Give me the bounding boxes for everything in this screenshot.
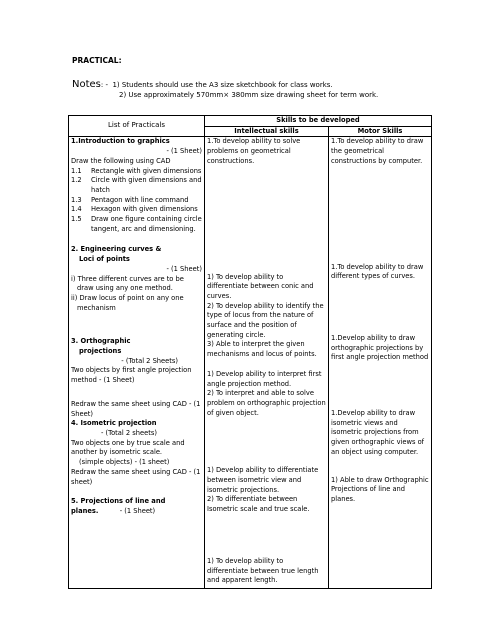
p3-sheet: - (Total 2 Sheets): [121, 356, 178, 365]
p1-motor: 1.To develop ability to draw the geometrical constructions by computer.: [331, 137, 424, 165]
p4-intellectual: 1) Develop ability to differentiate between isometric view and isometric projections.: [207, 466, 319, 494]
p1-sheet: - (1 Sheet): [166, 147, 202, 156]
p1-item: 1.1 Rectangle with given dimensions: [71, 166, 202, 175]
p1-intro: Draw the following using CAD: [71, 156, 171, 165]
intellectual-skills-cell: [205, 137, 329, 589]
p4-title: 4. Isometric projection: [71, 419, 157, 428]
practicals-list-cell: [69, 137, 205, 589]
p1-title: 1.Introduction to graphics: [71, 137, 170, 146]
col-header-intellectual: Intellectual skills: [205, 126, 329, 137]
p4-sheet: - (Total 2 sheets): [101, 428, 157, 437]
p3-text: Two objects by first angle projection method - (1 Sheet): [71, 366, 192, 385]
p4-text-1: Two objects one by true scale and another by isometric scale.: [71, 438, 185, 457]
p2-motor: 1.To develop ability to draw different types of curves.: [331, 262, 424, 281]
p1-item: 1.3 Pentagon with line command: [71, 195, 189, 204]
p1-intellectual: 1.To develop ability to solve problems on geometrical constructions.: [207, 137, 301, 165]
p5-intellectual: 1) To develop ability to differentiate between true length and apparent length.: [207, 556, 319, 585]
p4-motor: 1.Develop ability to draw isometric views and isometric projections from given orthographic views of an object using computer.: [331, 409, 425, 456]
col-header-skills: Skills to be developed: [205, 116, 432, 127]
p5-title-2: planes.: [71, 506, 99, 515]
p2-intellectual: 3) Able to interpret the given mechanisms and locus of points.: [207, 340, 317, 359]
p2-intellectual: 2) To develop ability to identify the type of locus from the nature of surface and the position of generating circle.: [207, 301, 324, 339]
p5-sheet: - (1 Sheet): [119, 506, 156, 515]
p3-title-1: 3. Orthographic: [71, 337, 131, 346]
p2-title-1: 2. Engineering curves &: [71, 245, 162, 254]
p4-intellectual: 2) To differentiate between Isometric scale and true scale.: [207, 495, 310, 514]
p2-item-ii: ii) Draw locus of point on any one mechanism: [71, 293, 184, 312]
practicals-table: [68, 115, 432, 589]
p4-text-3: Redraw the same sheet using CAD - (1 sheet): [71, 467, 201, 486]
col-header-list: List of Practicals: [69, 116, 205, 137]
p3-redraw: Redraw the same sheet using CAD - (1 Sheet): [71, 399, 201, 418]
p1-item: 1.2 Circle with given dimensions and hatch: [71, 176, 202, 194]
p1-item: 1.4 Hexagon with given dimensions: [71, 205, 198, 214]
p3-title-2: projections: [79, 347, 122, 356]
p2-intellectual: 1) To develop ability to differentiate between conic and curves.: [207, 272, 314, 300]
col-header-motor: Motor Skills: [329, 126, 432, 137]
note-2: 2) Use approximately 570mm× 380mm size drawing sheet for term work.: [119, 91, 379, 99]
p1-item: 1.5 Draw one figure containing circle tangent, arc and dimensioning.: [71, 215, 202, 233]
practical-heading: PRACTICAL:: [72, 56, 122, 65]
p2-title-2: Loci of points: [79, 255, 130, 264]
p3-intellectual: 1) Develop ability to interpret first angle projection method.: [207, 369, 322, 388]
p4-text-2: (simple objects) - (1 sheet): [79, 458, 170, 467]
notes-separator: : -: [100, 81, 108, 89]
p5-title-1: 5. Projections of line and: [71, 497, 166, 506]
notes-label: Notes: [72, 79, 101, 90]
motor-skills-cell: [329, 137, 432, 589]
p3-intellectual: 2) To interpret and able to solve problem on orthographic projection of given object.: [207, 389, 326, 417]
p3-motor: 1.Develop ability to draw orthographic projections by first angle projection method: [331, 333, 429, 362]
p2-item-i: i) Three different curves are to be draw using any one method.: [71, 274, 184, 293]
note-1: 1) Students should use the A3 size sketchbook for class works.: [112, 81, 333, 89]
p5-motor: 1) Able to draw Orthographic Projections of line and planes.: [331, 475, 429, 503]
p2-sheet: - (1 Sheet): [166, 264, 202, 273]
